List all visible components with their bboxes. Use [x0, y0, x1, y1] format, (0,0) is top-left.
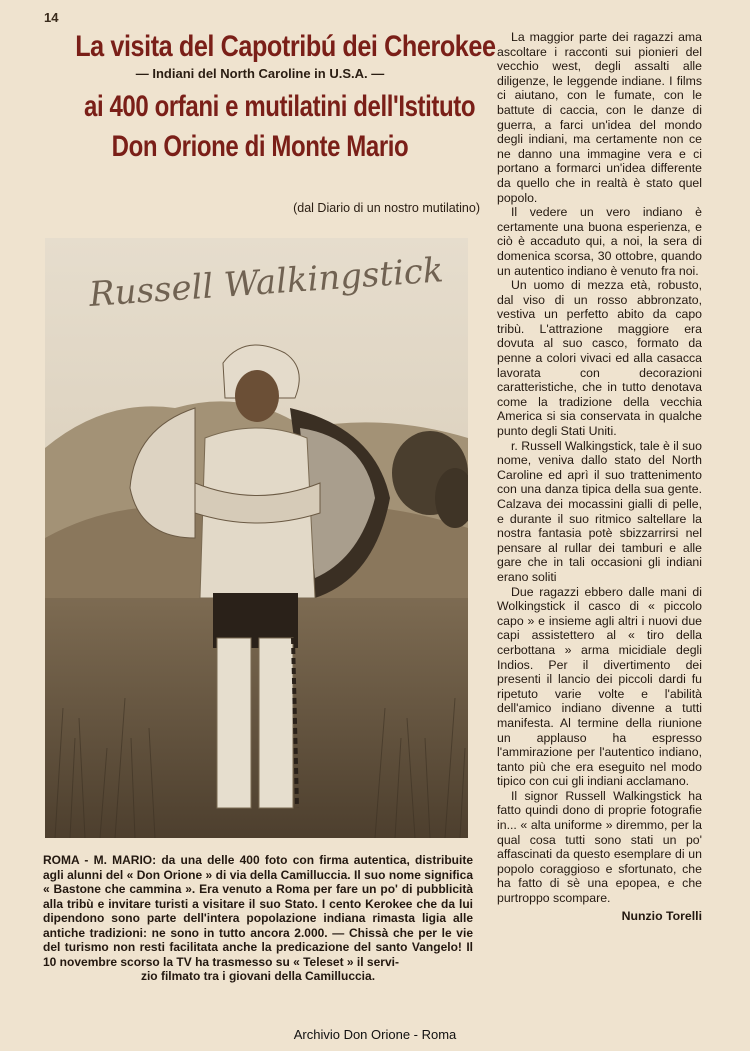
photo-signature: Russell Walkingstick — [87, 250, 445, 315]
caption-body: ROMA - M. MARIO: da una delle 400 foto con firma autentica, distribuite agli alunni del « Don Orione » di via della Camilluccia. Il suo nome significa « Bastone che cammina ». Era venuto a Roma per fare un po' di pubblicità alla tribù e invitare turisti a visitare il suo Stato. I cento Kerokee che da lui dipendono sono parte dell'intera popolazione indiana rimasta ligia alle antiche tradizioni: ne sono in tutto ancora 2.000. — Chissà che per le vie del turismo non resti facilitata anche la predicazione del santo Vangelo! Il 10 novembre scorso la TV ha trasmesso su « Teleset » il servi- — [43, 853, 473, 969]
archive-footer: Archivio Don Orione - Roma — [293, 1027, 457, 1042]
headline-line-2: ai 400 orfani e mutilatini dell'Istituto — [84, 90, 476, 123]
article-paragraph: Due ragazzi ebbero dalle mani di Wolkingstick il casco di « piccolo capo » e insieme agli altri i nuovi due capi assistettero al « tiro della cerbottana » arma micidiale degli Indios. Per il divertimento dei presenti il lancio dei piccoli dardi fu ripetuto varie volte e l'abilità dell'amico indiano divenne a tutti manifesta. Al termine della riunione un applauso ha espresso l'ammirazione per l'autentico indiano, tanto più che era eseguito nel modo tipico con cui gli indiani acclamano. — [497, 584, 702, 789]
article-author: Nunzio Torelli — [621, 908, 702, 923]
headline-line-3: Don Orione di Monte Mario — [111, 130, 409, 163]
chief-photo — [45, 238, 468, 838]
headline — [40, 30, 496, 167]
photo-caption — [43, 853, 473, 984]
article-paragraph: Il signor Russell Walkingstick ha fatto quindi dono di proprie fotografie in... « alta uniforme » diremmo, per la qual cosa tutti sono stati un po' affascinati da questo esemplare di un popolo coraggioso e sfortunato, che ha fatto di sè una epopea, e che purtroppo scompare. — [497, 788, 702, 906]
page-number: 14 — [44, 10, 59, 25]
article-column — [497, 30, 702, 923]
article-paragraph: La maggior parte dei ragazzi ama ascoltare i racconti sui pionieri del vecchio west, degli assalti alle diligenze, le leggende indiane. I films ci aiutano, con le fumate, con le battute di caccia, con le danze di guerra, a farci un'idea del mondo degli indiani, ma certamente non ce ne danno una immagine vera e ci portano a formarci un'idea differente da quello che in realtà è stato quel popolo. — [497, 30, 702, 205]
article-paragraph: Il vedere un vero indiano è certamente una buona esperienza, e ciò è accaduto qui, a noi, la sera di domenica scorsa, 30 ottobre, quando un autentico indiano è venuto fra noi. — [497, 205, 702, 278]
source-note: (dal Diario di un nostro mutilatino) — [293, 201, 480, 215]
caption-last-line: zio filmato tra i giovani della Camilluccia. — [140, 969, 376, 983]
headline-line-1: La visita del Capotribú dei Cherokee — [75, 30, 496, 63]
article-paragraph: Un uomo di mezza età, robusto, dal viso di un rosso abbronzato, vestiva un perfetto abito da capo tribù. L'attrazione maggiore era dovuta al suo casco, formato da penne a colori vivaci ed alla casacca lavorata con decorazioni caratteristiche, che in tutto denotava come la tradizione della vecchia America si sia conservata in qualche punto degli Stati Uniti. — [497, 278, 702, 439]
article-paragraph: r. Russell Walkingstick, tale è il suo nome, veniva dallo stato del North Caroline ed aprì il suo trattenimento con una danza tipica della sua gente. Calzava dei mocassini gialli di pelle, e durante il suo ritmico saltellare la nostra fantasia potè sbizzarrirsi nel pensare al rullar dei tamburi e alle gare che in tali occasioni gli indiani erano soliti — [497, 438, 702, 584]
headline-subtitle: — Indiani del North Caroline in U.S.A. — — [135, 66, 385, 81]
